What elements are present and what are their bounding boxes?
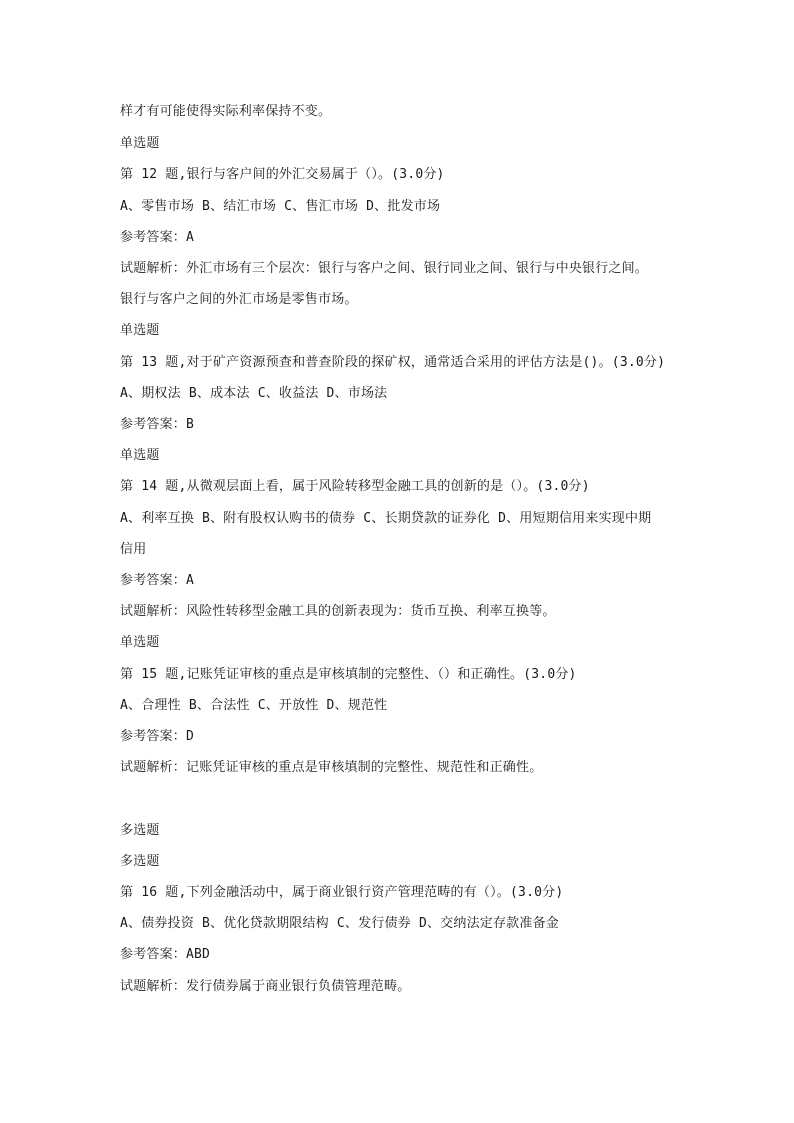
question-q16: 第 16 题,下列金融活动中，属于商业银行资产管理范畴的有（）。(3.0分) (120, 885, 564, 900)
question-q12: 第 12 题,银行与客户间的外汇交易属于（）。(3.0分) (120, 167, 445, 182)
question-type-q14: 单选题 (120, 448, 160, 463)
text-line-continuation: 样才有可能使得实际利率保持不变。 (120, 104, 332, 119)
section-heading-multiple-choice: 多选题 (120, 823, 160, 838)
answer-q13: 参考答案：B (120, 417, 195, 432)
question-type-q15: 单选题 (120, 635, 160, 650)
options-q14-line2: 信用 (120, 542, 147, 557)
options-q14-line1: A、利率互换 B、附有股权认购书的债券 C、长期贷款的证券化 D、用短期信用来实现中期 (120, 511, 652, 526)
question-q14: 第 14 题,从微观层面上看，属于风险转移型金融工具的创新的是（）。(3.0分) (120, 479, 590, 494)
question-type-q13: 单选题 (120, 323, 160, 338)
answer-q14: 参考答案：A (120, 573, 195, 588)
explanation-q16: 试题解析：发行债券属于商业银行负债管理范畴。 (120, 979, 411, 994)
question-type-q16: 多选题 (120, 854, 160, 869)
options-q12: A、零售市场 B、结汇市场 C、售汇市场 D、批发市场 (120, 199, 441, 214)
explanation-q12-line1: 试题解析：外汇市场有三个层次：银行与客户之间、银行同业之间、银行与中央银行之间。 (120, 261, 649, 276)
options-q13: A、期权法 B、成本法 C、收益法 D、市场法 (120, 386, 388, 401)
answer-q12: 参考答案：A (120, 230, 195, 245)
explanation-q14: 试题解析：风险性转移型金融工具的创新表现为：货币互换、利率互换等。 (120, 604, 556, 619)
options-q15: A、合理性 B、合法性 C、开放性 D、规范性 (120, 698, 388, 713)
question-type-q12: 单选题 (120, 136, 160, 151)
answer-q15: 参考答案：D (120, 729, 195, 744)
explanation-q15: 试题解析：记账凭证审核的重点是审核填制的完整性、规范性和正确性。 (120, 760, 543, 775)
options-q16: A、债券投资 B、优化贷款期限结构 C、发行债券 D、交纳法定存款准备金 (120, 916, 559, 931)
explanation-q12-line2: 银行与客户之间的外汇市场是零售市场。 (120, 292, 358, 307)
answer-q16: 参考答案：ABD (120, 947, 211, 962)
question-q15: 第 15 题,记账凭证审核的重点是审核填制的完整性、（）和正确性。(3.0分) (120, 667, 577, 682)
question-q13: 第 13 题,对于矿产资源预查和普查阶段的探矿权，通常适合采用的评估方法是()。(3.0分) (120, 355, 666, 370)
